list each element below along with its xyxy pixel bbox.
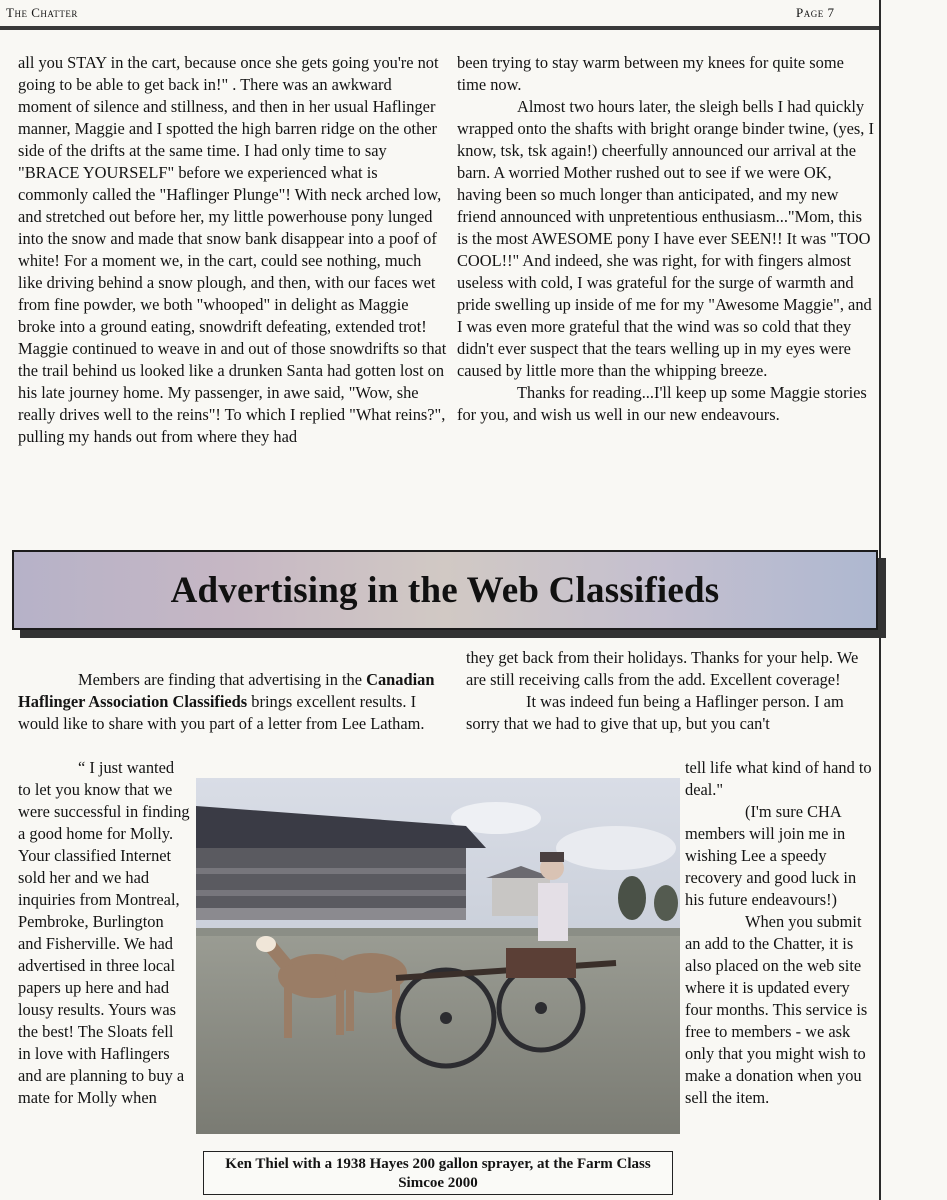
page-number: Page 7 (796, 5, 835, 20)
newsletter-name: The Chatter (6, 5, 78, 20)
story-paragraph: Almost two hours later, the sleigh bells I had quickly wrapped onto the shafts with bright orange binder twine, (yes, I know, tsk, tsk again!) cheerfully announced our arrival at the barn. A worried Mother rushed out to see if we were OK, having been so much longer than anticipated, and my new friend announced with unpretentious enthusiasm..."Mom, this is the most AWESOME pony I have ever SEEN!! It was "TOO COOL!!" And indeed, she was right, for with fingers almost useless with cold, I was grateful for the surge of warmth and pride swelling up inside of me for my "Awesome Maggie", and I was even more grateful that the wind was so cold that they didn't ever suspect that the tears welling up in my eyes were caused by little more than the whipping breeze. (457, 97, 874, 380)
section-title: Advertising in the Web Classifieds (170, 569, 720, 611)
story-paragraph: Thanks for reading...I'll keep up some Maggie stories for you, and wish us well in our new endeavours. (457, 383, 867, 424)
article-right-narrow-column (685, 757, 877, 1109)
intro-text-end: brings excellent results. I would like to share with you part of a letter from Lee Latham. (18, 692, 425, 733)
section-banner (12, 550, 878, 630)
article-right-column (466, 647, 876, 735)
letter-left-column (18, 757, 190, 1109)
story-paragraph: all you STAY in the cart, because once she gets going you're not going to be able to get back in!" . There was an awkward moment of silence and stillness, and then in her usual Haflinger manner, Maggie and I spotted the high barren ridge on the other side of the drifts at the same time. I had only time to say "BRACE YOURSELF" before we experienced what is commonly called the "Haflinger Plunge"! With neck arched low, and stretched out before her, my little powerhouse pony lunged into the snow and made that snow bank disappear into a poof of white! For a moment we, in the cart, could see nothing, much like driving behind a snow plough, and then, with our faces wet from fine powder, we both "whooped" in delight as Maggie broke into a ground eating, snowdrift defeating, extended trot! Maggie continued to weave in and out of those snowdrifts so that the trail behind us looked like a drunken Santa had gotten lost on his late journey home. My passenger, in awe said, "Wow, she really drives well to the reins"! To which I replied "What reins?", pulling my hands out from where they had (18, 53, 447, 446)
header-rule (0, 26, 880, 30)
story-left-column (18, 52, 448, 448)
letter-paragraph: It was indeed fun being a Haflinger person. I am sorry that we had to give that up, but you can't (466, 692, 844, 733)
intro-text: Members are finding that advertising in the (78, 670, 367, 689)
info-paragraph: When you submit an add to the Chatter, it is also placed on the web site where it is updated every four months. This service is free to members - we ask only that you might wish to make a donation when you sell the item. (685, 912, 868, 1107)
intro-paragraph (18, 669, 438, 735)
letter-paragraph: they get back from their holidays. Thanks for your help. We are still receiving calls from the add. Excellent coverage! (466, 648, 859, 689)
sprayer-photo (196, 778, 680, 1134)
article-intro (18, 669, 438, 735)
story-right-column (457, 52, 875, 426)
letter-paragraph: “ I just wanted to let you know that we were successful in finding a good home for Molly. Your classified Internet sold her and we had inquiries from Montreal, Pembroke, Burlington and Fisherville. We had advertised in three local papers up here and had lousy results. Yours was the best! The Sloats fell in love with Haflingers and are planning to buy a mate for Molly when (18, 758, 190, 1107)
horse-drawn-sprayer-photo-icon (196, 778, 680, 1134)
association-name: Canadian Haflinger Association Classifieds (18, 670, 435, 711)
letter-paragraph: tell life what kind of hand to deal." (685, 758, 872, 799)
vertical-rule (879, 0, 881, 1200)
photo-caption: Ken Thiel with a 1938 Hayes 200 gallon sprayer, at the Farm Class Simcoe 2000 (203, 1151, 673, 1195)
editor-note: (I'm sure CHA members will join me in wishing Lee a speedy recovery and good luck in his future endeavours!) (685, 802, 857, 909)
story-paragraph: been trying to stay warm between my knees for quite some time now. (457, 53, 844, 94)
